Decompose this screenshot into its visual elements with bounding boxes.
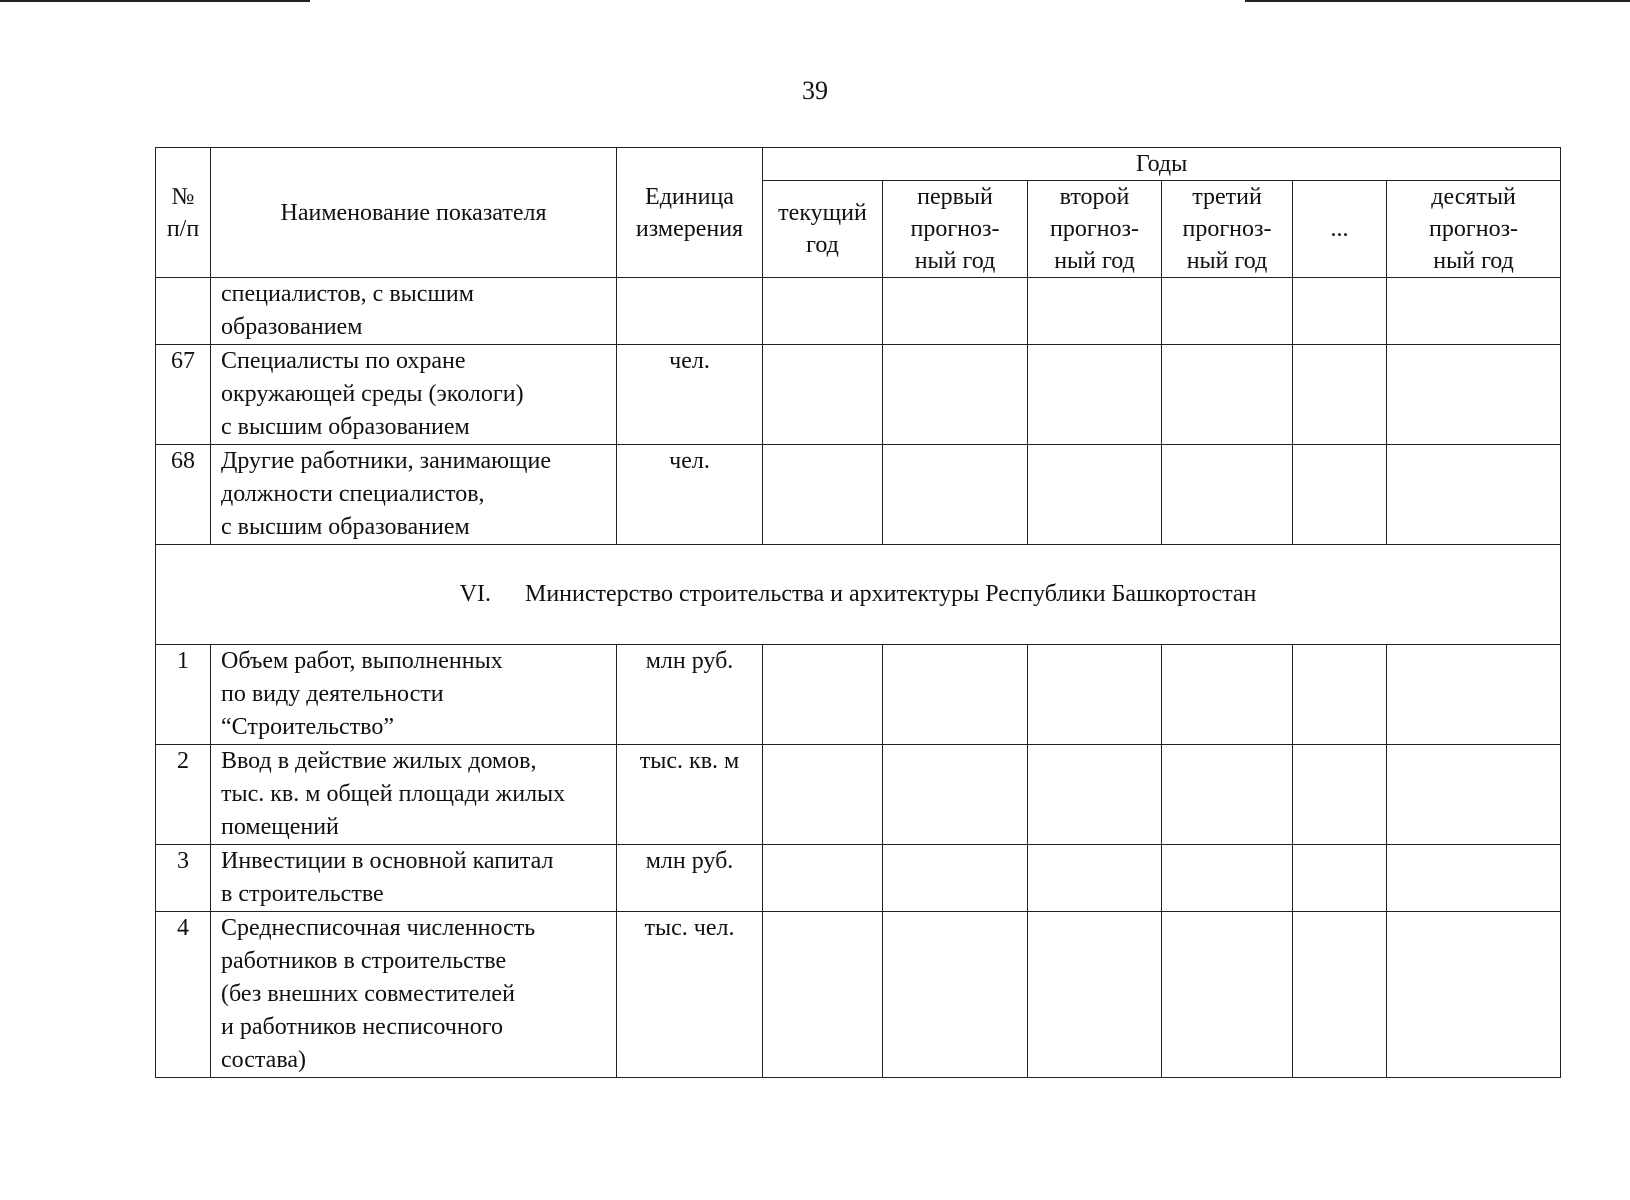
value-cell (1162, 912, 1293, 1078)
value-cell (1028, 345, 1162, 445)
row-unit: млн руб. (617, 845, 763, 912)
value-cell (1293, 645, 1387, 745)
row-unit (617, 278, 763, 345)
value-cell (883, 445, 1028, 545)
page-number: 39 (802, 76, 828, 105)
header-year-second: второй прогноз- ный год (1028, 181, 1162, 278)
table-row (156, 745, 1561, 845)
value-cell (1293, 345, 1387, 445)
row-unit: тыс. кв. м (617, 745, 763, 845)
row-name: Ввод в действие жилых домов, тыс. кв. м общей площади жилых помещений (211, 745, 617, 845)
value-cell (1162, 445, 1293, 545)
section-number: VI. (459, 581, 491, 607)
value-cell (883, 745, 1028, 845)
row-unit: млн руб. (617, 645, 763, 745)
value-cell (883, 912, 1028, 1078)
value-cell (883, 278, 1028, 345)
table-row (156, 345, 1561, 445)
header-year-first: первый прогноз- ный год (883, 181, 1028, 278)
header-year-current: текущий год (763, 181, 883, 278)
header-year-tenth: десятый прогноз- ный год (1387, 181, 1561, 278)
value-cell (883, 645, 1028, 745)
value-cell (763, 845, 883, 912)
row-unit: тыс. чел. (617, 912, 763, 1078)
indicators-table (155, 147, 1561, 1078)
table-row (156, 845, 1561, 912)
row-num: 68 (156, 445, 211, 545)
value-cell (1293, 278, 1387, 345)
row-name: Среднесписочная численность работников в строительстве (без внешних совместителей и работников несписочного состава) (211, 912, 617, 1078)
value-cell (1162, 845, 1293, 912)
value-cell (883, 345, 1028, 445)
header-years: Годы (763, 148, 1561, 181)
header-unit: Единица измерения (617, 148, 763, 278)
header-num: № п/п (156, 148, 211, 278)
top-edge-rule-right (1245, 0, 1630, 2)
value-cell (1293, 845, 1387, 912)
section-heading (156, 545, 1561, 645)
row-num: 67 (156, 345, 211, 445)
row-num: 3 (156, 845, 211, 912)
header-name: Наименование показателя (211, 148, 617, 278)
value-cell (763, 912, 883, 1078)
value-cell (1028, 445, 1162, 545)
value-cell (1387, 645, 1561, 745)
value-cell (1387, 445, 1561, 545)
value-cell (1387, 845, 1561, 912)
table-row (156, 278, 1561, 345)
value-cell (763, 445, 883, 545)
value-cell (1162, 745, 1293, 845)
value-cell (1162, 278, 1293, 345)
top-edge-rule-left (0, 0, 310, 2)
row-num (156, 278, 211, 345)
table-row (156, 912, 1561, 1078)
value-cell (1028, 745, 1162, 845)
value-cell (1162, 345, 1293, 445)
section-row (156, 545, 1561, 645)
row-name: Специалисты по охране окружающей среды (экологи) с высшим образованием (211, 345, 617, 445)
value-cell (1293, 745, 1387, 845)
row-name: Инвестиции в основной капитал в строительстве (211, 845, 617, 912)
value-cell (1387, 745, 1561, 845)
row-name: Объем работ, выполненных по виду деятельности “Строительство” (211, 645, 617, 745)
value-cell (1387, 278, 1561, 345)
value-cell (1028, 845, 1162, 912)
value-cell (763, 645, 883, 745)
value-cell (763, 278, 883, 345)
value-cell (763, 745, 883, 845)
row-name: Другие работники, занимающие должности специалистов, с высшим образованием (211, 445, 617, 545)
value-cell (1162, 645, 1293, 745)
value-cell (883, 845, 1028, 912)
section-title: Министерство строительства и архитектуры Республики Башкортостан (525, 581, 1257, 607)
header-year-ellipsis: ... (1293, 181, 1387, 278)
row-num: 4 (156, 912, 211, 1078)
value-cell (1028, 645, 1162, 745)
row-unit: чел. (617, 345, 763, 445)
value-cell (1028, 912, 1162, 1078)
value-cell (1387, 912, 1561, 1078)
value-cell (1028, 278, 1162, 345)
value-cell (1293, 445, 1387, 545)
value-cell (763, 345, 883, 445)
row-unit: чел. (617, 445, 763, 545)
row-name: специалистов, с высшим образованием (211, 278, 617, 345)
row-num: 1 (156, 645, 211, 745)
value-cell (1387, 345, 1561, 445)
table-row (156, 645, 1561, 745)
row-num: 2 (156, 745, 211, 845)
table-row (156, 445, 1561, 545)
header-year-third: третий прогноз- ный год (1162, 181, 1293, 278)
value-cell (1293, 912, 1387, 1078)
